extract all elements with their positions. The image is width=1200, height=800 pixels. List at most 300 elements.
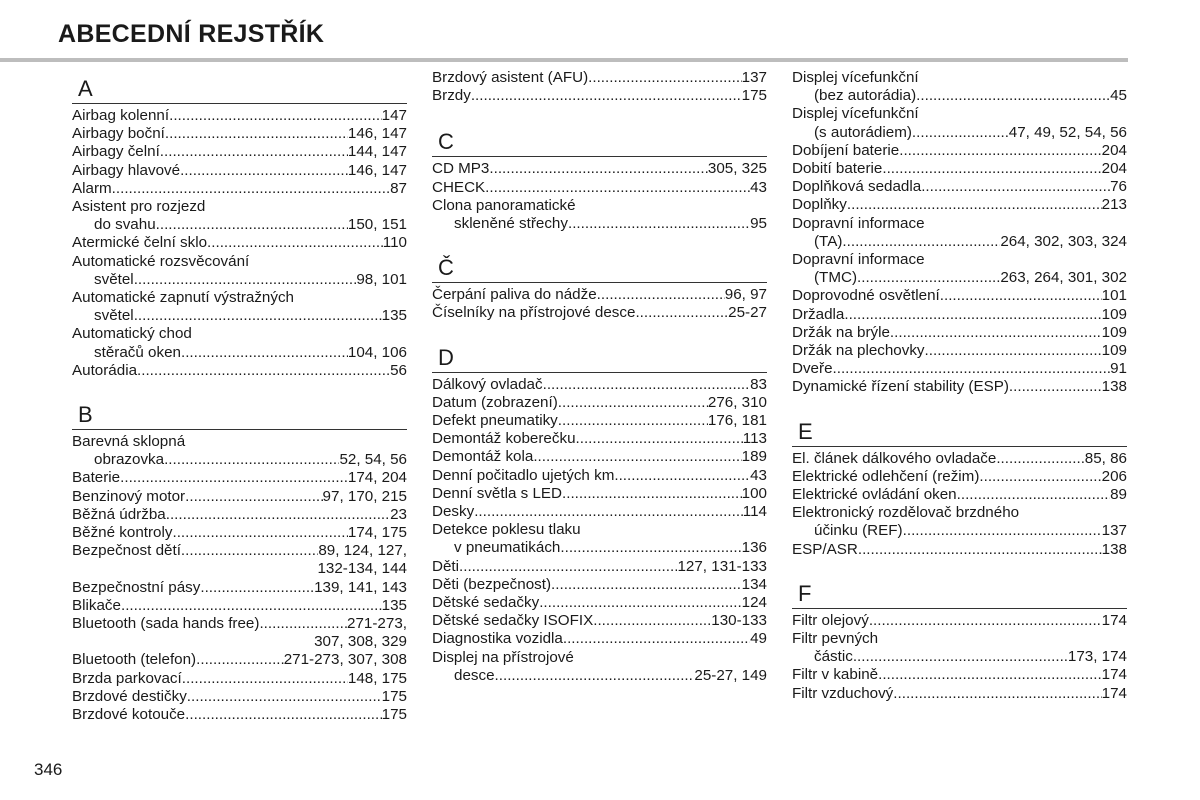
entry-term: Dobití baterie — [792, 160, 883, 178]
leader-dots — [156, 216, 348, 234]
index-entry — [432, 485, 767, 503]
entry-term: Brzdy — [432, 87, 471, 105]
index-entry — [432, 630, 767, 648]
index-entry — [72, 289, 407, 307]
leader-dots — [882, 160, 1101, 178]
entry-term: Denní světla s LED — [432, 484, 562, 502]
index-entry — [72, 143, 407, 161]
entry-term: Airbagy boční — [72, 125, 165, 143]
index-entry — [792, 685, 1127, 703]
leader-dots — [192, 325, 407, 343]
index-column-1 — [72, 66, 407, 738]
entry-term: do svahu — [94, 216, 156, 234]
index-entry — [792, 541, 1127, 559]
index-entry — [792, 178, 1127, 196]
entry-pages: 132-134, 144 — [317, 560, 407, 578]
index-section — [792, 419, 1127, 559]
index-entry — [72, 271, 407, 289]
index-entry — [432, 521, 767, 539]
leader-dots — [562, 485, 742, 503]
entry-pages: 76 — [1110, 178, 1127, 196]
entry-pages: 56 — [390, 361, 407, 379]
entry-pages: 204 — [1101, 141, 1127, 159]
index-section — [72, 76, 407, 380]
index-entry — [792, 105, 1127, 123]
leader-dots — [196, 651, 284, 669]
leader-dots — [869, 612, 1102, 630]
entry-pages: 127, 131-133 — [677, 557, 767, 575]
entry-pages: 204 — [1101, 160, 1127, 178]
index-entry — [72, 198, 407, 216]
entry-pages: 113 — [742, 430, 767, 448]
entry-term: Dveře — [792, 360, 833, 378]
entry-pages: 101 — [1101, 287, 1127, 305]
leader-dots — [185, 488, 322, 506]
index-entry — [72, 597, 407, 615]
leader-dots — [182, 670, 348, 688]
entry-pages: 97, 170, 215 — [322, 487, 407, 505]
index-entry — [432, 467, 767, 485]
entry-term: skleněné střechy — [454, 215, 568, 233]
entry-term: Filtr vzduchový — [792, 684, 894, 702]
entry-term: Čerpání paliva do nádže — [432, 286, 597, 304]
entry-pages: 150, 151 — [347, 216, 407, 234]
entry-term: světel — [94, 270, 134, 288]
index-entry — [432, 197, 767, 215]
entry-pages: 174 — [1101, 611, 1127, 629]
index-entry — [792, 612, 1127, 630]
entry-term: ESP/ASR — [792, 540, 858, 558]
entry-term: Děti (bezpečnost) — [432, 575, 552, 593]
entry-term: Brzdové kotouče — [72, 706, 186, 724]
index-entry — [432, 87, 767, 105]
entry-pages: 43 — [750, 466, 767, 484]
index-entry — [432, 215, 767, 233]
entry-pages: 104, 106 — [347, 343, 407, 361]
entry-pages: 271-273, — [347, 615, 407, 633]
entry-pages: 124 — [741, 594, 767, 612]
entry-term: Doprovodné osvětlení — [792, 287, 940, 305]
entry-pages: 47, 49, 52, 54, 56 — [1008, 123, 1127, 141]
entry-term: Dopravní informace — [792, 251, 925, 269]
entry-pages: 146, 147 — [347, 161, 407, 179]
entry-term: Blikače — [72, 596, 121, 614]
leader-dots — [495, 667, 695, 685]
entry-term: Filtr v kabině — [792, 666, 879, 684]
entry-pages: 89 — [1110, 486, 1127, 504]
leader-dots — [925, 342, 1102, 360]
entry-term: Atermické čelní sklo — [72, 234, 208, 252]
entry-term: Brzda parkovací — [72, 669, 182, 687]
leader-dots — [134, 271, 357, 289]
index-entry — [792, 630, 1127, 648]
index-entry — [792, 468, 1127, 486]
index-column-2 — [432, 66, 767, 699]
index-entry — [72, 542, 407, 560]
index-section — [792, 581, 1127, 703]
entry-pages: 189 — [741, 448, 767, 466]
index-entry — [432, 376, 767, 394]
index-entry — [432, 304, 767, 322]
entry-term: Brzdový asistent (AFU) — [432, 69, 589, 86]
index-entry — [792, 87, 1127, 105]
entry-pages: 213 — [1101, 196, 1127, 214]
index-entry — [792, 287, 1127, 305]
leader-dots — [121, 597, 382, 615]
index-entry — [432, 394, 767, 412]
entry-pages: 147 — [381, 107, 407, 124]
leader-dots — [833, 360, 1111, 378]
entry-pages: 83 — [750, 375, 767, 393]
leader-dots — [574, 649, 767, 667]
entry-term: Datum (zobrazení) — [432, 393, 558, 411]
leader-dots — [485, 179, 750, 197]
entry-pages: 175 — [381, 687, 407, 705]
leader-dots — [558, 394, 708, 412]
entry-pages: 137 — [1101, 522, 1127, 540]
entry-pages: 23 — [390, 505, 407, 523]
index-entry — [72, 524, 407, 542]
index-entry — [72, 344, 407, 362]
leader-dots — [249, 253, 407, 271]
entry-term: Držák na plechovky — [792, 342, 925, 360]
leader-dots — [166, 506, 390, 524]
index-entry — [72, 579, 407, 597]
index-section — [432, 129, 767, 233]
index-entry — [432, 412, 767, 430]
entry-term: Dopravní informace — [792, 214, 925, 232]
index-entry — [432, 558, 767, 576]
index-entry — [792, 233, 1127, 251]
leader-dots — [471, 87, 742, 105]
leader-dots — [925, 215, 1127, 233]
entry-term: Desky — [432, 503, 475, 521]
entry-pages: 175 — [741, 87, 767, 105]
leader-dots — [180, 162, 348, 180]
leader-dots — [878, 666, 1102, 684]
index-entry — [432, 576, 767, 594]
leader-dots — [581, 521, 767, 539]
index-entry — [792, 378, 1127, 396]
leader-dots — [185, 433, 407, 451]
index-entry — [72, 670, 407, 688]
entry-term: v pneumatikách — [454, 539, 561, 557]
index-entry — [72, 633, 407, 651]
index-entry — [432, 503, 767, 521]
entry-term: Airbagy hlavové — [72, 161, 181, 179]
entry-term: Demontáž koberečku — [432, 430, 576, 448]
leader-dots — [916, 87, 1110, 105]
entry-term: Bezpečnostní pásy — [72, 578, 201, 596]
leader-dots — [597, 286, 725, 304]
index-entry — [72, 362, 407, 380]
entry-pages: 144, 147 — [347, 143, 407, 161]
index-entry — [432, 612, 767, 630]
entry-term: Bluetooth (telefon) — [72, 651, 197, 669]
index-entry — [72, 615, 407, 633]
entry-term: Dynamické řízení stability (ESP) — [792, 378, 1009, 396]
entry-term: Automatické zapnutí výstražných — [72, 289, 295, 307]
leader-dots — [558, 412, 708, 430]
entry-pages: 49 — [750, 630, 767, 648]
page-title: ABECEDNÍ REJSTŘÍK — [58, 20, 325, 48]
entry-term: Diagnostika vozidla — [432, 630, 563, 648]
index-entry — [792, 666, 1127, 684]
index-entry — [72, 234, 407, 252]
index-entry — [792, 269, 1127, 287]
leader-dots — [576, 197, 767, 215]
leader-dots — [172, 524, 347, 542]
index-section — [432, 345, 767, 685]
leader-dots — [185, 706, 382, 724]
entry-term: Autorádia — [72, 361, 138, 379]
entry-term: (TMC) — [814, 269, 858, 287]
leader-dots — [551, 576, 742, 594]
leader-dots — [112, 180, 390, 198]
entry-term: Elektrické odlehčení (režim) — [792, 467, 980, 485]
entry-pages: 305, 325 — [707, 160, 767, 178]
entry-term: Bluetooth (sada hands free) — [72, 615, 260, 633]
index-entry — [792, 251, 1127, 269]
leader-dots — [137, 362, 390, 380]
index-entry — [792, 360, 1127, 378]
section-letter: D — [432, 345, 767, 373]
index-entry — [432, 69, 767, 87]
entry-term: Displej na přístrojové — [432, 648, 574, 666]
leader-dots — [614, 467, 750, 485]
leader-dots — [205, 198, 407, 216]
entry-pages: 264, 302, 303, 324 — [1000, 232, 1127, 250]
leader-dots — [878, 630, 1127, 648]
page-number: 346 — [34, 760, 63, 779]
entry-term: Clona panoramatické — [432, 196, 576, 214]
index-entry — [792, 69, 1127, 87]
leader-dots — [919, 69, 1127, 87]
entry-pages: 139, 141, 143 — [314, 578, 407, 596]
leader-dots — [635, 304, 728, 322]
entry-term: Automatický chod — [72, 325, 192, 343]
entry-pages: 114 — [742, 503, 767, 521]
index-entry — [792, 504, 1127, 522]
leader-dots — [568, 215, 750, 233]
leader-dots — [294, 289, 407, 307]
index-entry — [432, 667, 767, 685]
leader-dots — [181, 542, 318, 560]
index-entry — [792, 648, 1127, 666]
entry-pages: 271-273, 307, 308 — [283, 651, 407, 669]
entry-pages: 109 — [1101, 342, 1127, 360]
leader-dots — [165, 125, 348, 143]
index-entry — [72, 651, 407, 669]
entry-term: CHECK — [432, 178, 486, 196]
entry-term: Asistent pro rozjezd — [72, 198, 206, 216]
index-entry — [72, 307, 407, 325]
index-entry — [72, 216, 407, 234]
entry-term: Displej vícefunkční — [792, 69, 919, 86]
index-entry — [72, 488, 407, 506]
entry-term: Doplňková sedadla — [792, 178, 922, 196]
leader-dots — [957, 486, 1110, 504]
entry-term: Automatické rozsvěcování — [72, 252, 250, 270]
entry-term: Airbagy čelní — [72, 143, 160, 161]
leader-dots — [593, 612, 711, 630]
leader-dots — [940, 287, 1102, 305]
leader-dots — [200, 579, 314, 597]
entry-pages: 135 — [381, 596, 407, 614]
index-entry — [792, 196, 1127, 214]
entry-term: Číselníky na přístrojové desce — [432, 304, 636, 322]
leader-dots — [576, 430, 743, 448]
entry-pages: 134 — [741, 575, 767, 593]
entry-term: (TA) — [814, 232, 843, 250]
entry-pages: 91 — [1110, 360, 1127, 378]
leader-dots — [1019, 504, 1127, 522]
leader-dots — [912, 124, 1009, 142]
index-entry — [792, 160, 1127, 178]
leader-dots — [489, 160, 707, 178]
entry-pages: 95 — [750, 215, 767, 233]
index-section — [432, 69, 767, 105]
index-entry — [792, 124, 1127, 142]
entry-pages: 89, 124, 127, — [318, 542, 407, 560]
entry-term: Běžná údržba — [72, 505, 166, 523]
leader-dots — [844, 306, 1101, 324]
entry-pages: 25-27, 149 — [694, 666, 767, 684]
index-entry — [72, 107, 407, 125]
leader-dots — [919, 105, 1127, 123]
leader-dots — [164, 451, 339, 469]
leader-dots — [979, 468, 1101, 486]
entry-pages: 138 — [1101, 378, 1127, 396]
leader-dots — [134, 307, 382, 325]
index-entry — [432, 539, 767, 557]
entry-term: Dětské sedačky — [432, 594, 540, 612]
index-entry — [72, 469, 407, 487]
leader-dots — [259, 615, 347, 633]
entry-term: Detekce poklesu tlaku — [432, 521, 581, 539]
entry-term: (s autorádiem) — [814, 123, 912, 141]
leader-dots — [543, 376, 751, 394]
index-section — [792, 69, 1127, 397]
entry-term: Dětské sedačky ISOFIX — [432, 612, 594, 630]
index-entry — [432, 649, 767, 667]
entry-pages: 174, 175 — [347, 524, 407, 542]
entry-pages: 175 — [381, 706, 407, 724]
entry-pages: 135 — [381, 307, 407, 325]
index-entry — [432, 594, 767, 612]
entry-pages: 206 — [1101, 467, 1127, 485]
leader-dots — [903, 522, 1102, 540]
index-entry — [72, 180, 407, 198]
entry-pages: 173, 174 — [1067, 648, 1127, 666]
index-entry — [72, 688, 407, 706]
entry-pages: 43 — [750, 178, 767, 196]
index-entry — [792, 522, 1127, 540]
entry-term: El. článek dálkového ovladače — [792, 449, 997, 467]
entry-term: (bez autorádia) — [814, 87, 917, 105]
section-letter: Č — [432, 255, 767, 283]
index-entry — [72, 506, 407, 524]
entry-term: Denní počitadlo ujetých km — [432, 466, 615, 484]
index-entry — [432, 448, 767, 466]
leader-dots — [120, 469, 348, 487]
index-entry — [72, 451, 407, 469]
leader-dots — [187, 688, 382, 706]
index-entry — [72, 325, 407, 343]
index-entry — [72, 253, 407, 271]
entry-term: Běžné kontroly — [72, 524, 173, 542]
entry-term: Defekt pneumatiky — [432, 412, 558, 430]
entry-pages: 100 — [741, 484, 767, 502]
index-entry — [432, 286, 767, 304]
leader-dots — [160, 143, 348, 161]
leader-dots — [847, 196, 1102, 214]
leader-dots — [539, 594, 741, 612]
entry-term: Filtr pevných — [792, 630, 879, 648]
leader-dots — [474, 503, 743, 521]
entry-pages: 276, 310 — [707, 393, 767, 411]
index-column-3 — [792, 66, 1127, 717]
index-entry — [432, 179, 767, 197]
entry-term: obrazovka — [94, 451, 165, 469]
entry-term: Alarm — [72, 179, 112, 197]
leader-dots — [853, 648, 1068, 666]
leader-dots — [890, 324, 1102, 342]
entry-pages: 307, 308, 329 — [314, 633, 407, 651]
entry-term: Elektrické ovládání oken — [792, 486, 957, 504]
leader-dots — [533, 448, 741, 466]
entry-term: Benzinový motor — [72, 487, 186, 505]
leader-dots — [996, 450, 1084, 468]
leader-dots — [181, 344, 348, 362]
entry-pages: 130-133 — [711, 612, 767, 630]
entry-pages: 174 — [1101, 684, 1127, 702]
index-entry — [432, 160, 767, 178]
entry-term: Brzdové destičky — [72, 687, 187, 705]
leader-dots — [893, 685, 1101, 703]
entry-term: Filtr olejový — [792, 611, 869, 629]
entry-term: Baterie — [72, 469, 121, 487]
section-letter: E — [792, 419, 1127, 447]
entry-term: Dálkový ovladač — [432, 375, 543, 393]
index-section — [72, 402, 407, 724]
entry-pages: 137 — [741, 69, 767, 86]
entry-term: Dobíjení baterie — [792, 141, 900, 159]
entry-pages: 136 — [741, 539, 767, 557]
entry-pages: 45 — [1110, 87, 1127, 105]
entry-term: CD MP3 — [432, 160, 490, 178]
entry-pages: 109 — [1101, 323, 1127, 341]
index-entry — [792, 342, 1127, 360]
leader-dots — [459, 558, 677, 576]
entry-term: Elektronický rozdělovač brzdného — [792, 504, 1020, 522]
entry-pages: 110 — [382, 234, 407, 252]
index-entry — [792, 486, 1127, 504]
entry-pages: 25-27 — [728, 304, 767, 322]
leader-dots — [899, 142, 1101, 160]
entry-pages: 148, 175 — [347, 669, 407, 687]
entry-term: Airbag kolenní — [72, 107, 170, 124]
entry-term: Doplňky — [792, 196, 847, 214]
leader-dots — [207, 234, 383, 252]
entry-pages: 176, 181 — [707, 412, 767, 430]
entry-term: Demontáž kola — [432, 448, 534, 466]
entry-term: stěračů oken — [94, 343, 181, 361]
section-letter: A — [72, 76, 407, 104]
leader-dots — [842, 233, 1000, 251]
entry-pages: 96, 97 — [724, 286, 767, 304]
index-entry — [72, 433, 407, 451]
